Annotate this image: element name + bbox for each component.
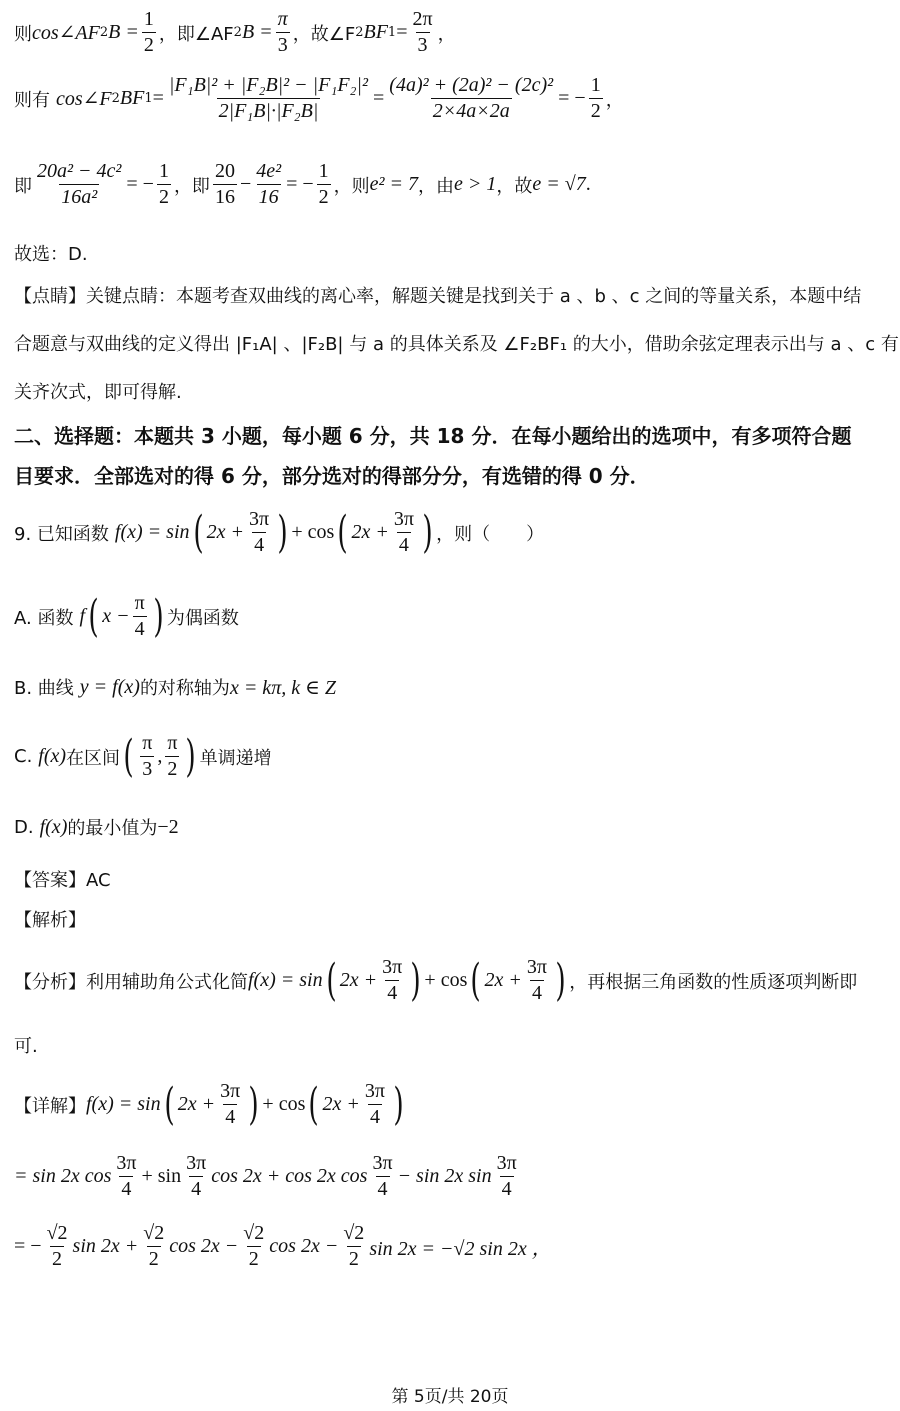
fraction: $\frac{3\pi}{4}$ [526,956,548,1004]
fraction: $\frac{\pi}{3}$ [277,8,288,56]
fraction: $\frac{3\pi}{4}$ [496,1152,517,1200]
fraction: $\frac{\pi}{4}$ [134,592,145,640]
subscript: 2 [355,25,364,40]
math: −2 [157,815,179,838]
math: 2x + [351,521,389,543]
right-paren: ) [185,730,197,782]
math: BF [119,87,145,109]
option-a [14,592,239,641]
fraction: $\frac{\text{(4a)² + (2a)² − (2c)²}}{2\times 4a\times 2a}$ [389,74,554,122]
fraction: $\frac{\text{4e²}}{16}$ [256,160,282,208]
option-label: D. [14,816,34,838]
math: 2x + [484,969,522,991]
option-label: C. [14,746,33,767]
left-paren: ( [337,506,349,558]
math: = [396,21,408,43]
left-paren: ( [192,506,204,558]
line-2 [14,74,624,123]
math: 2x + [177,1093,216,1115]
math: f(x) = sin [86,1093,161,1115]
subscript: 2 [233,25,242,40]
math: e² = 7 [369,173,419,195]
math: + cos [262,1093,306,1115]
subscript: 2 [111,91,120,106]
math: cos∠F [56,88,112,110]
text: ，即∠AF [158,23,234,45]
key-point-line-3: 关齐次式，即可得解. [14,382,182,403]
left-paren: ( [123,730,134,782]
text: ，由 [418,175,455,197]
right-paren: ) [410,954,421,1006]
key-point-line-2: 合题意与双曲线的定义得出 |F₁A| 、|F₂B| 与 a 的具体关系及 ∠F₂BF₁ 的大小，借助余弦定理表示出与 a 、c 有 [14,334,899,355]
detail-line-1 [14,1080,407,1129]
text: 在区间 [66,747,121,769]
math: f(x) [38,745,67,767]
fraction: $\frac{3\pi}{4}$ [372,1152,393,1200]
math: = − [286,173,314,195]
math: = sin 2x cos [14,1165,112,1187]
text: 的对称轴为 [139,678,230,699]
math: cos∠AF [32,22,100,44]
fraction: $\frac{√2}{2}$ [46,1222,68,1270]
math: B = [108,21,139,43]
math: sin 2x + [72,1235,139,1257]
math: e > 1 [454,173,497,195]
left-paren: ( [164,1078,175,1130]
math: x = kπ, k ∈ Z [229,676,337,699]
fraction: $\frac{√2}{2}$ [243,1222,265,1270]
right-paren: ) [393,1078,404,1130]
line-3 [14,160,591,209]
page-footer: 第 5页/共 20页 [391,1387,509,1407]
fraction: $\frac{\text{|F₁B|² + |F₂B|² − |F₁F₂|²}}{\text{2|F₁B|·|F₂B|}}$ [168,74,369,122]
math: − [239,173,252,195]
math: + cos [424,969,468,991]
math: y = f(x) [79,675,140,698]
fraction: $\frac{3\pi}{4}$ [249,508,270,556]
text: 即 [14,175,32,197]
analysis-heading: 【解析】 [14,910,86,931]
answer-line: 【答案】AC [14,870,111,891]
section-heading-line-1: 二、选择题：本题共 3 小题，每小题 6 分，共 18 分．在每小题给出的选项中，有多项符合题 [14,424,852,448]
option-label: B. 曲线 [14,678,74,699]
math: sin 2x = −√2 sin 2x ， [369,1238,552,1260]
text: ，故 [496,175,533,197]
math: e = √7 [532,173,586,195]
key-point-line-1: 【点睛】关键点睛：本题考查双曲线的离心率，解题关键是找到关于 a 、b 、c 之间的等量关系，本题中结 [14,286,862,307]
fraction: $\frac{1}{2}$ [590,74,601,122]
math: f(x) [39,815,68,838]
subscript: 1 [144,91,153,106]
math: + cos [291,521,335,543]
math: f(x) = sin [248,969,323,991]
text: ， [437,23,456,45]
math: = [152,87,164,109]
question-9 [14,508,544,557]
math: B = [241,21,273,43]
section-heading-line-2: 目要求．全部选对的得 6 分，部分选对的得部分分，有选错的得 0 分． [14,464,650,488]
math: + sin [141,1165,182,1187]
fraction: $\frac{3\pi}{4}$ [393,508,414,556]
math: cos 2x − [269,1235,339,1257]
right-paren: ) [555,954,566,1006]
fraction: $\frac{1}{2}$ [318,160,329,208]
math: cos 2x + cos 2x cos [211,1165,368,1187]
right-paren: ) [277,506,288,558]
fraction: $\frac{√2}{2}$ [343,1222,365,1270]
left-paren: ( [326,954,337,1006]
fraction: $\frac{3\pi}{4}$ [220,1080,241,1128]
text: 则有 [14,89,50,111]
text: 则 [14,23,32,45]
text: ，故∠F [292,23,356,45]
math: 2x + [339,969,378,991]
fraction: $\frac{1}{2}$ [158,160,169,208]
fraction: $\frac{3\pi}{4}$ [364,1080,386,1128]
detail-line-3 [14,1222,552,1271]
math: x − [102,605,130,627]
right-paren: ) [248,1078,259,1130]
option-d [14,814,179,840]
line-1 [14,8,456,57]
right-paren: ) [153,590,164,642]
right-paren: ) [422,506,433,558]
math: BF [363,21,388,43]
text: 单调递增 [199,747,272,769]
analysis-line-1 [14,956,857,1005]
answer-choice-line: 故选：D. [14,244,88,265]
math: = [373,87,385,109]
math: − sin 2x sin [397,1165,492,1187]
analysis-line-2: 可. [14,1036,38,1057]
math: = − [14,1235,42,1257]
text: ， [605,89,624,111]
subscript: 2 [99,25,109,40]
text: 【详解】 [14,1095,86,1117]
fraction: $\frac{3\pi}{4}$ [116,1152,137,1200]
fraction: $\frac{20}{16}$ [214,160,235,208]
question-number: 9. 已知函数 [14,523,109,545]
option-label: A. 函数 [14,607,74,629]
text: 为偶函数 [166,607,239,629]
fraction: $\frac{1}{2}$ [143,8,154,56]
left-paren: ( [88,590,99,642]
math: 2x + [322,1093,360,1115]
text: ，再根据三角函数的性质逐项判断即 [569,971,858,993]
fraction: $\frac{\text{20a² − 4c²}}{\text{16a²}}$ [37,160,122,208]
math: cos 2x − [169,1235,239,1257]
text: ，则（ ） [436,523,545,545]
text: 的最小值为 [67,818,158,839]
fraction: $\frac{3\pi}{4}$ [382,956,403,1004]
math: = − [126,173,154,195]
math: f [79,605,86,627]
math: , [157,745,163,767]
text: ，则 [333,175,370,197]
option-c [14,732,272,781]
option-b [14,674,336,700]
fraction: $\frac{3\pi}{4}$ [186,1152,207,1200]
math: 2x + [206,521,245,543]
subscript: 1 [387,25,397,40]
math: f(x) = sin [114,521,190,543]
fraction: $\frac{2\pi}{3}$ [412,8,433,56]
fraction: $\frac{√2}{2}$ [143,1222,165,1270]
math: = − [558,87,586,109]
fraction: $\frac{\pi}{2}$ [167,732,178,780]
text: 【分析】利用辅助角公式化简 [14,971,248,993]
left-paren: ( [470,954,482,1006]
detail-line-2 [14,1152,522,1201]
math: . [585,173,591,195]
text: ，即 [173,175,210,197]
fraction: $\frac{\pi}{3}$ [142,732,153,780]
left-paren: ( [308,1078,320,1130]
